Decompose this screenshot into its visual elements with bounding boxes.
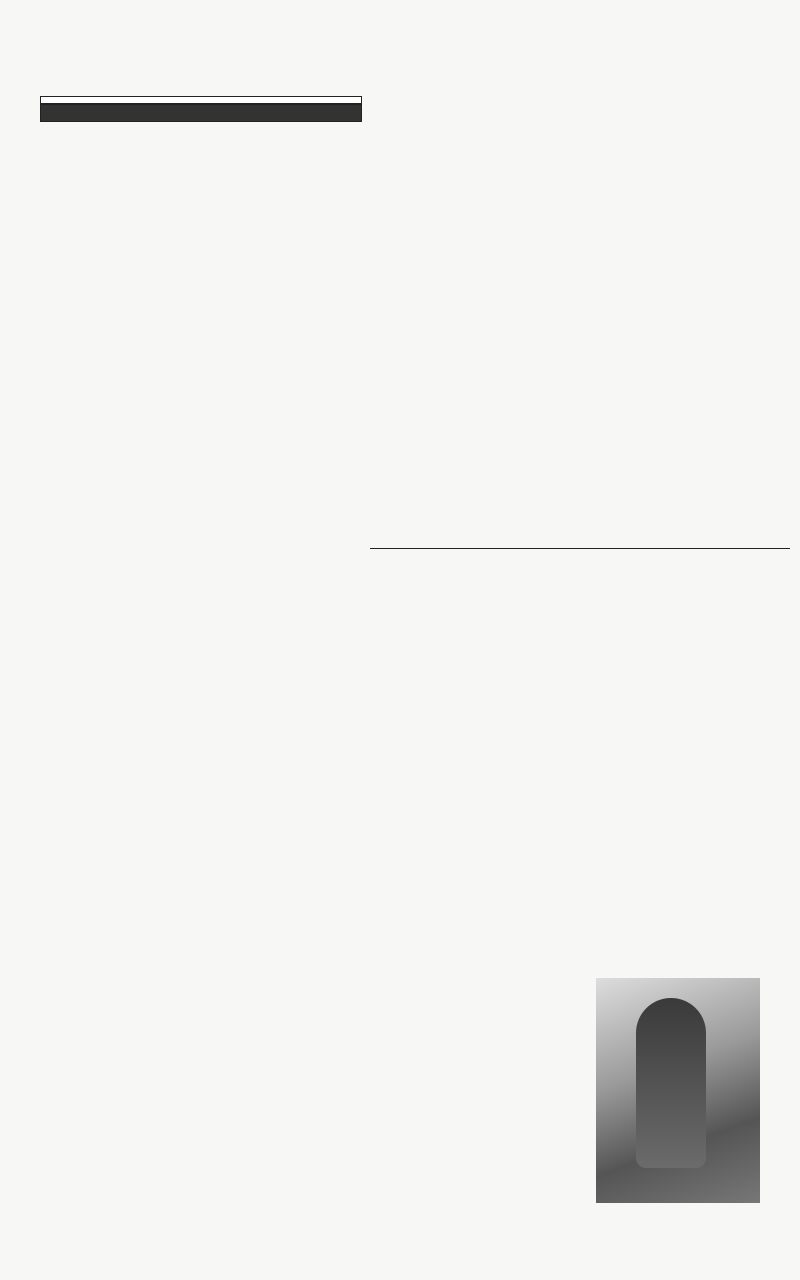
header-name xyxy=(71,105,199,121)
ranking-header-row xyxy=(41,105,361,121)
ranking-title xyxy=(41,97,361,105)
column-divider xyxy=(370,548,790,549)
article-column-2 xyxy=(366,100,566,540)
header-rank xyxy=(41,105,71,121)
ranking-table xyxy=(40,96,362,122)
article-column-3 xyxy=(366,556,578,968)
header-votes xyxy=(307,105,359,121)
article-column-6 xyxy=(90,978,354,1148)
header-org xyxy=(241,105,307,121)
header-age xyxy=(199,105,241,121)
article-column-5 xyxy=(360,978,590,1158)
article-column-4 xyxy=(586,556,786,968)
photobook-cover-photo xyxy=(596,978,760,1203)
article-column-1 xyxy=(574,100,786,540)
model-figure xyxy=(636,998,706,1168)
